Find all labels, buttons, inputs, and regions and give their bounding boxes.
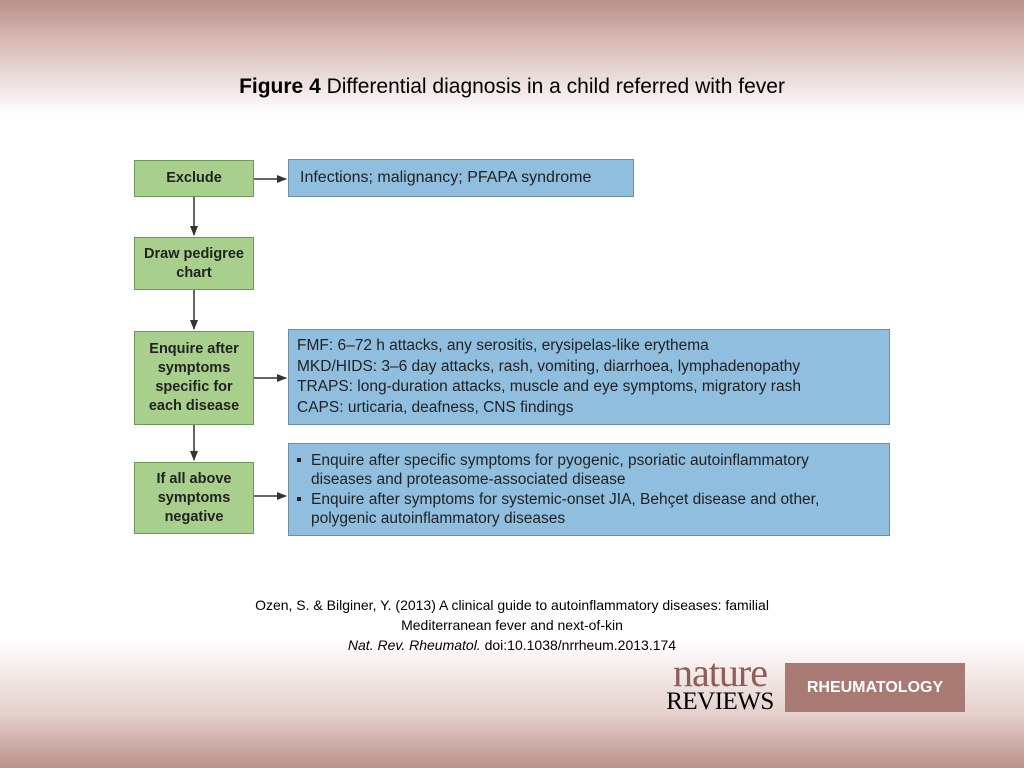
disease-line-caps: CAPS: urticaria, deafness, CNS findings (297, 398, 574, 416)
step-exclude: Exclude (134, 160, 254, 197)
disease-line-mkd-hids: MKD/HIDS: 3–6 day attacks, rash, vomiting, diarrhoea, lymphadenopathy (297, 357, 801, 375)
step-all-negative: If all above symptoms negative (134, 462, 254, 534)
citation-line-2: Mediterranean fever and next-of-kin (401, 617, 623, 633)
citation (0, 595, 1024, 655)
logo-reviews-wordmark: REVIEWS (666, 688, 774, 715)
disease-features-list (289, 336, 801, 418)
figure-label: Figure 4 (239, 75, 321, 98)
citation-line-3 (0, 635, 1024, 655)
negative-bullet-polygenic: Enquire after symptoms for systemic-onset JIA, Behçet disease and other, polygenic autoinflammatory diseases (311, 490, 846, 528)
citation-doi: doi:10.1038/nrrheum.2013.174 (484, 637, 677, 653)
disease-line-traps: TRAPS: long-duration attacks, muscle and eye symptoms, migratory rash (297, 378, 801, 395)
disease-line-fmf: FMF: 6–72 h attacks, any serositis, erysipelas-like erythema (297, 337, 709, 354)
logo-nature-wordmark: nature (673, 650, 767, 695)
disease-features-box (288, 329, 890, 425)
negative-followup-list (289, 451, 846, 529)
exclude-detail-box (288, 159, 634, 197)
figure-caption: Differential diagnosis in a child referred with fever (326, 75, 785, 98)
negative-bullet-pyogenic: Enquire after specific symptoms for pyogenic, psoriatic autoinflammatory diseases and proteasome-associated disease (311, 451, 846, 489)
citation-journal: Nat. Rev. Rheumatol. (347, 637, 481, 653)
negative-followup-box (288, 443, 890, 536)
step-enquire: Enquire after symptoms specific for each disease (134, 331, 254, 425)
logo-section-band: RHEUMATOLOGY (785, 663, 965, 712)
citation-line-1: Ozen, S. & Bilginer, Y. (2013) A clinical guide to autoinflammatory diseases: familial (255, 597, 769, 613)
step-pedigree: Draw pedigree chart (134, 237, 254, 290)
exclude-detail-text: Infections; malignancy; PFAPA syndrome (300, 169, 592, 186)
